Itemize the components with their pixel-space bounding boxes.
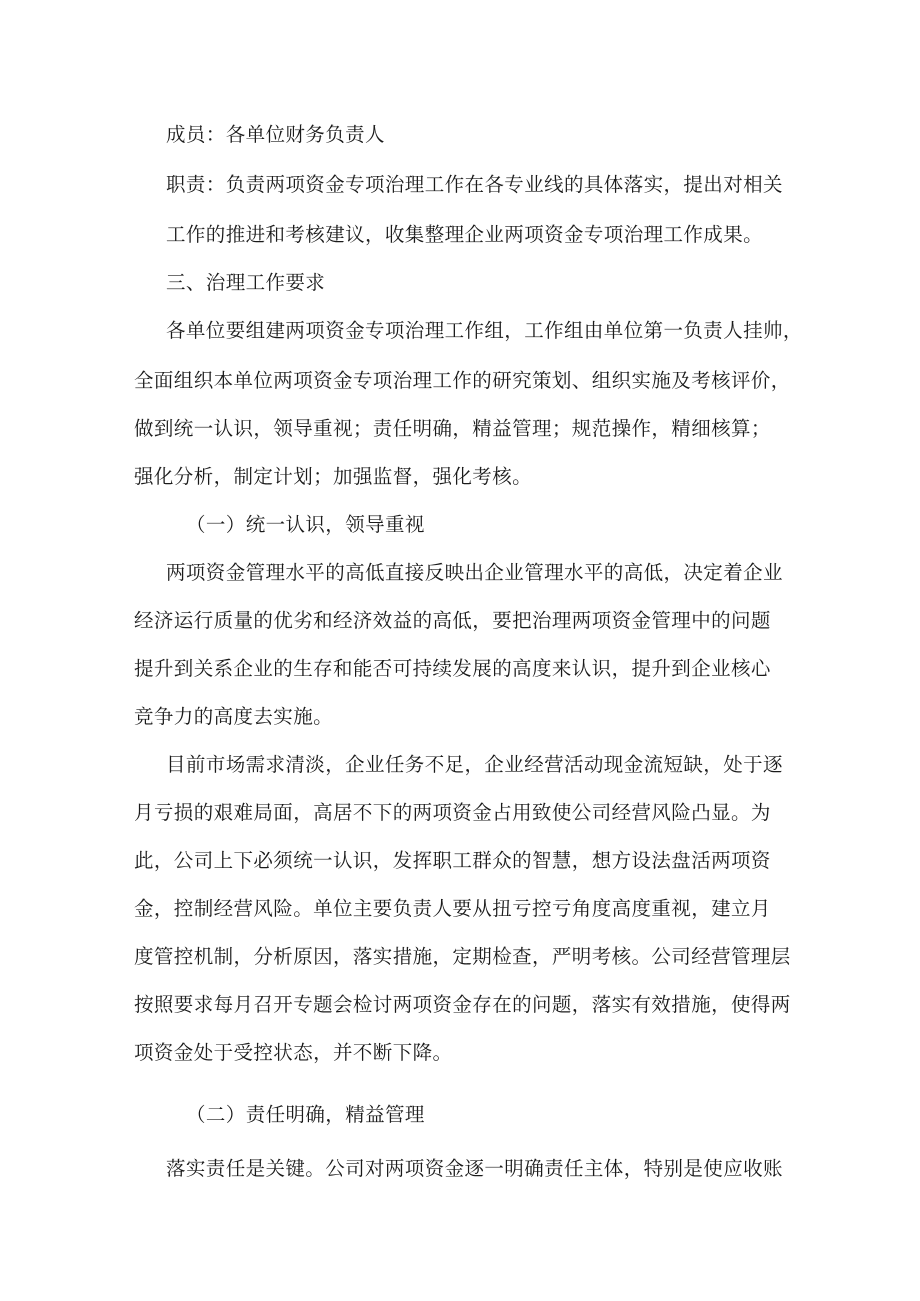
paragraph-1-line-2: 全面组织本单位两项资金专项治理工作的研究策划、组织实施及考核评价， <box>134 369 791 392</box>
paragraph-2-line-3: 提升到关系企业的生存和能否可持续发展的高度来认识，提升到企业核心 <box>134 657 771 680</box>
paragraph-2-line-1: 两项资金管理水平的高低直接反映出企业管理水平的高低，决定着企业 <box>166 561 783 584</box>
paragraph-3-line-1: 目前市场需求清淡，企业任务不足，企业经营活动现金流短缺，处于逐 <box>166 753 783 776</box>
section-heading-three: 三、治理工作要求 <box>166 271 326 294</box>
members-line: 成员：各单位财务负责人 <box>166 123 385 146</box>
paragraph-1-line-3: 做到统一认识，领导重视；责任明确，精益管理；规范操作，精细核算； <box>134 417 771 440</box>
paragraph-2-line-4: 竞争力的高度去实施。 <box>134 705 334 728</box>
paragraph-3-line-7: 项资金处于受控状态，并不断下降。 <box>134 1041 453 1064</box>
duties-line-2: 工作的推进和考核建议，收集整理企业两项资金专项治理工作成果。 <box>166 223 764 246</box>
paragraph-4-line-1: 落实责任是关键。公司对两项资金逐一明确责任主体，特别是使应收账 <box>166 1157 783 1180</box>
paragraph-3-line-4: 金，控制经营风险。单位主要负责人要从扭亏控亏角度高度重视，建立月 <box>134 897 771 920</box>
subheading-one: （一）统一认识，领导重视 <box>186 513 425 536</box>
duties-line-1: 职责：负责两项资金专项治理工作在各专业线的具体落实，提出对相关 <box>166 173 783 196</box>
subheading-two: （二）责任明确，精益管理 <box>186 1103 425 1126</box>
paragraph-3-line-6: 按照要求每月召开专题会检讨两项资金存在的问题，落实有效措施，使得两 <box>134 993 791 1016</box>
paragraph-2-line-2: 经济运行质量的优劣和经济效益的高低，要把治理两项资金管理中的问题 <box>134 609 771 632</box>
paragraph-3-line-5: 度管控机制，分析原因，落实措施，定期检查，严明考核。公司经营管理层 <box>134 945 791 968</box>
paragraph-3-line-3: 此，公司上下必须统一认识，发挥职工群众的智慧，想方设法盘活两项资 <box>134 849 771 872</box>
paragraph-3-line-2: 月亏损的艰难局面，高居不下的两项资金占用致使公司经营风险凸显。为 <box>134 801 771 824</box>
paragraph-1-line-4: 强化分析，制定计划；加强监督，强化考核。 <box>134 465 533 488</box>
paragraph-1-line-1: 各单位要组建两项资金专项治理工作组，工作组由单位第一负责人挂帅， <box>166 319 803 342</box>
